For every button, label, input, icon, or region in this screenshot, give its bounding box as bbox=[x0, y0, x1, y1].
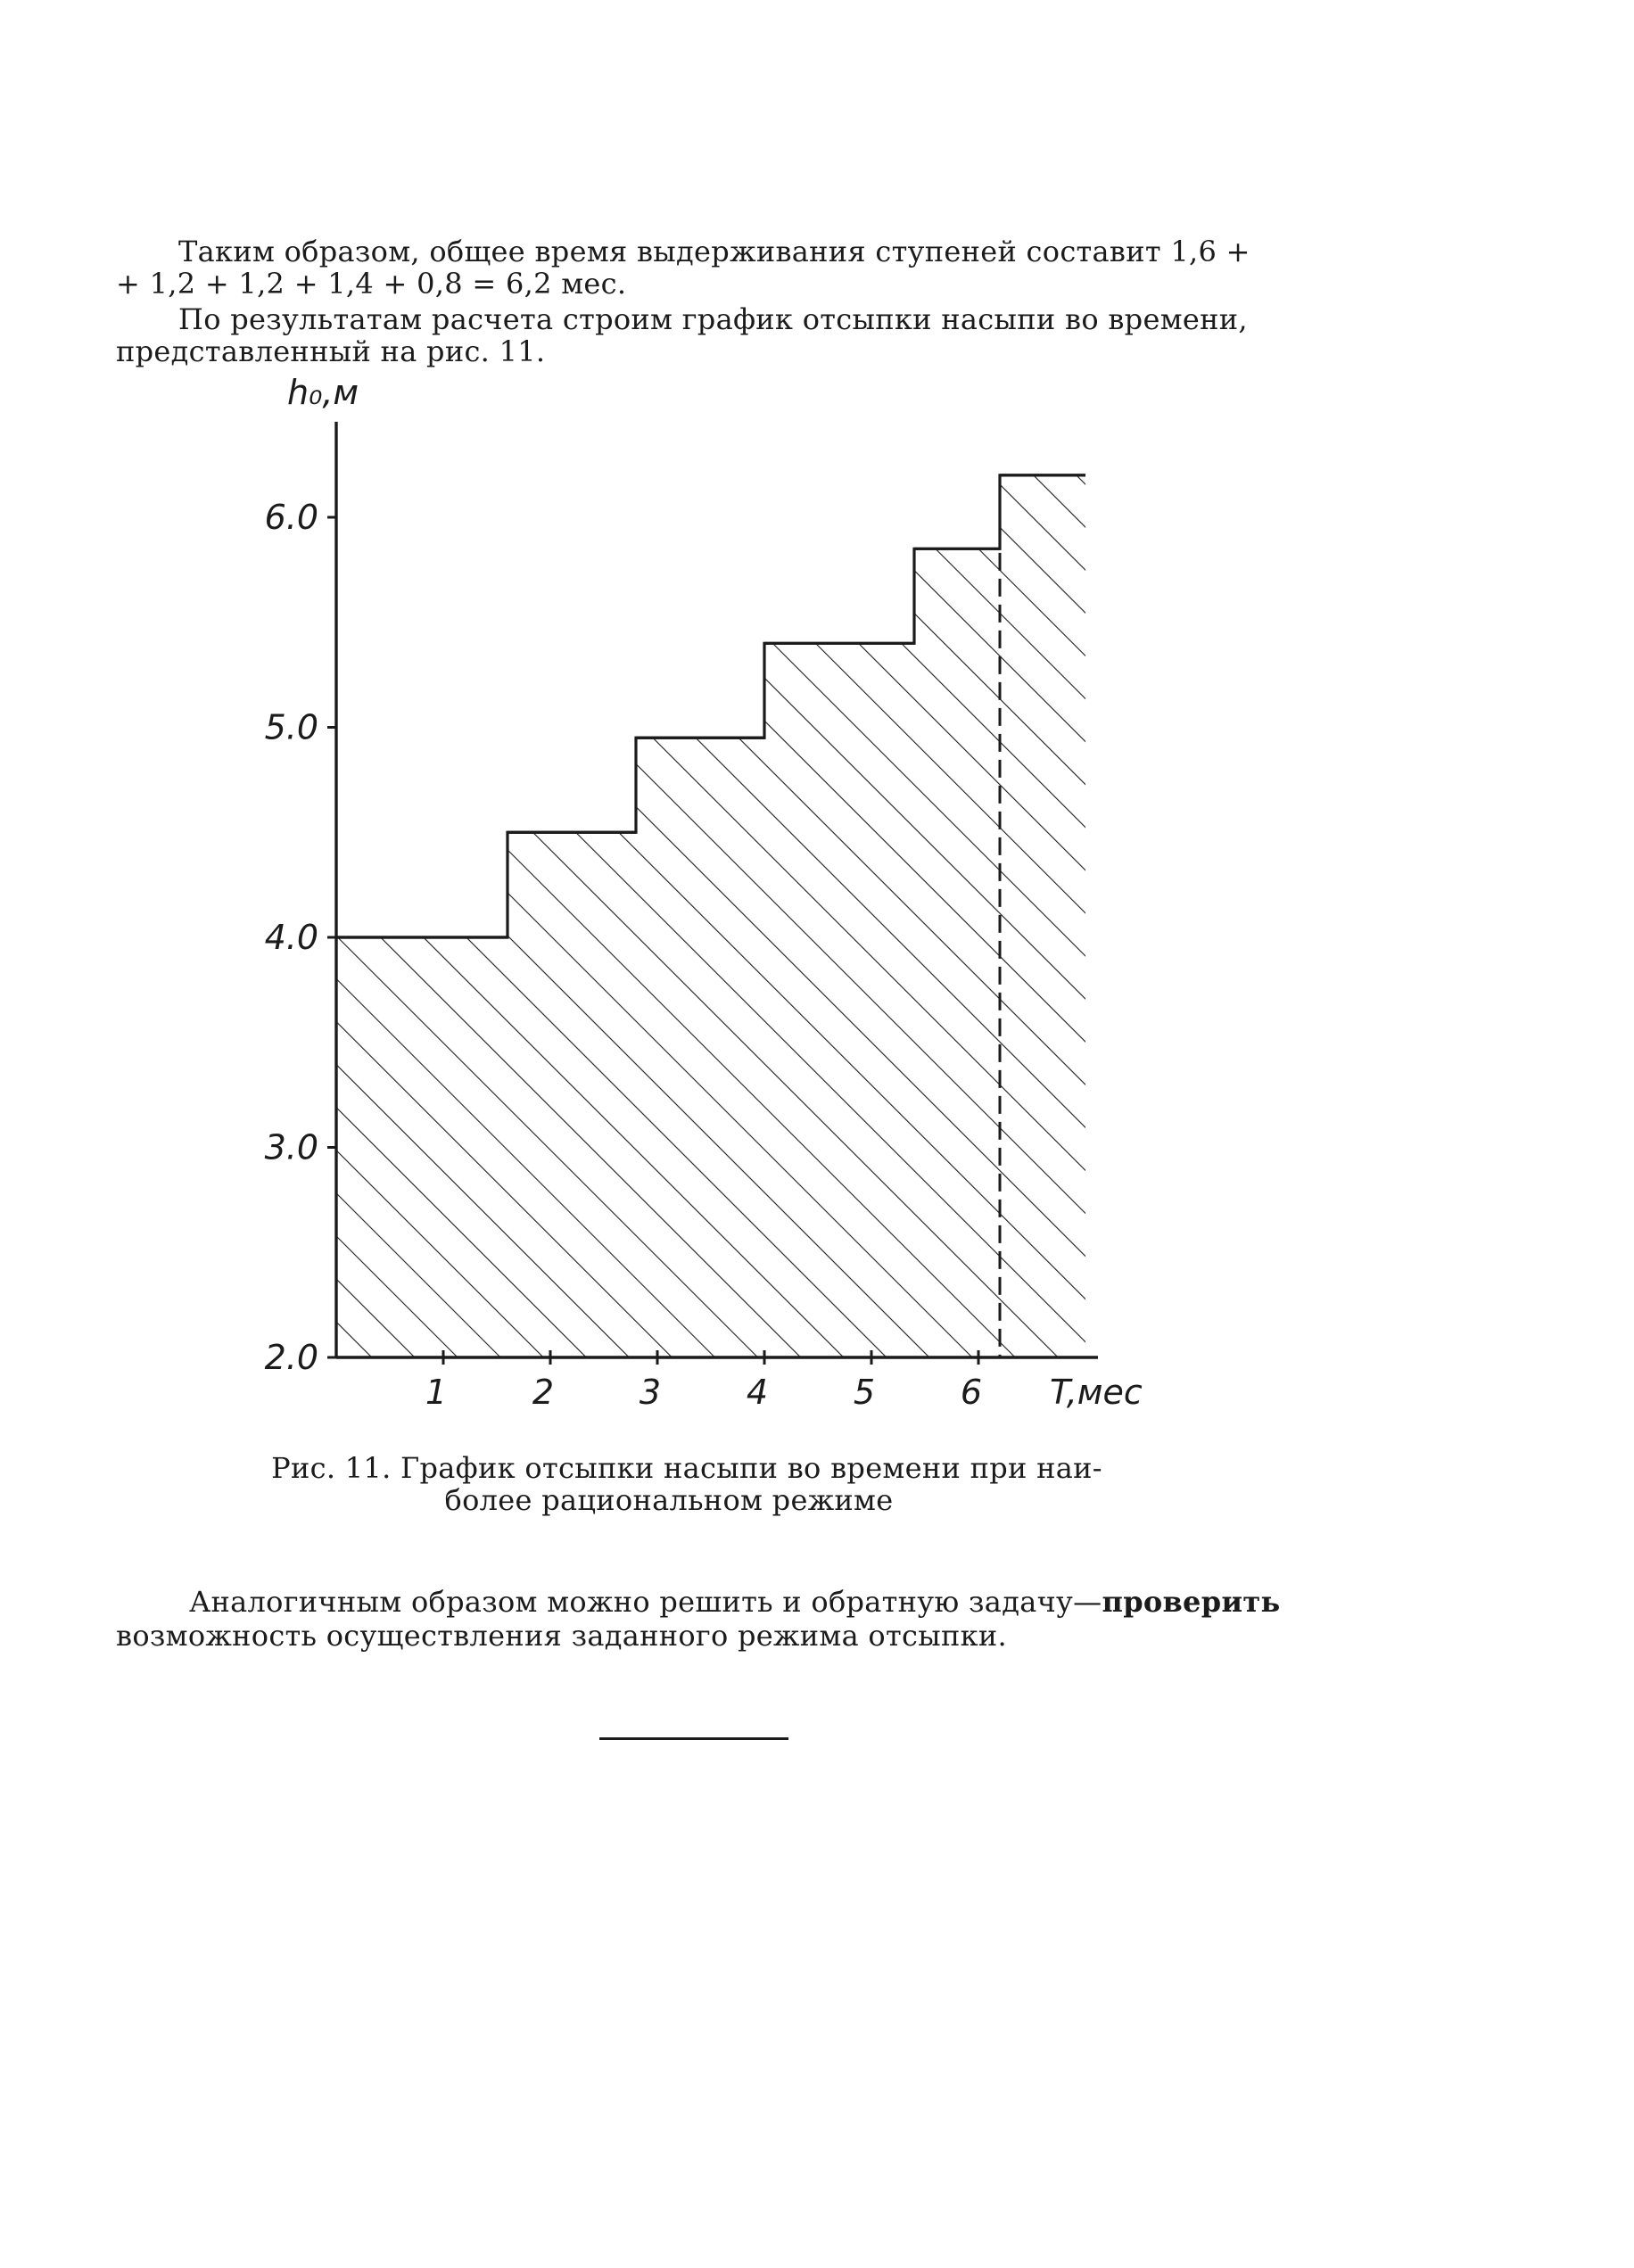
figure-caption-line-1: Рис. 11. График отсыпки насыпи во времени при наи- bbox=[271, 1451, 1102, 1485]
x-tick-label-5: 6 bbox=[960, 1373, 983, 1412]
x-tick-label-3: 4 bbox=[746, 1373, 769, 1412]
y-tick-label-2: 4.0 bbox=[264, 918, 318, 957]
figure-caption-line-2: более рациональном режиме bbox=[444, 1483, 894, 1517]
y-tick-label-1: 3.0 bbox=[264, 1127, 318, 1167]
paragraph-1-line-2: + 1,2 + 1,2 + 1,4 + 0,8 = 6,2 мес. bbox=[116, 267, 627, 301]
y-tick-label-0: 2.0 bbox=[264, 1338, 318, 1377]
paragraph-3-line-1-bold: проверить bbox=[1102, 1585, 1281, 1619]
y-axis-label: h₀,м bbox=[287, 372, 359, 412]
hatched-area bbox=[336, 475, 1085, 1357]
paragraph-3-line-1 bbox=[189, 1584, 1281, 1620]
paragraph-2-line-2: представленный на рис. 11. bbox=[116, 334, 546, 368]
x-tick-label-1: 2 bbox=[532, 1373, 555, 1412]
x-tick-label-0: 1 bbox=[425, 1373, 448, 1412]
y-tick-label-3: 5.0 bbox=[264, 707, 318, 747]
x-tick-label-2: 3 bbox=[639, 1373, 662, 1412]
x-tick-label-4: 5 bbox=[853, 1373, 876, 1412]
paragraph-3-line-2: возможность осуществления заданного режима отсыпки. bbox=[116, 1619, 1008, 1653]
section-separator bbox=[599, 1737, 788, 1740]
paragraph-2-line-1: По результатам расчета строим график отсыпки насыпи во времени, bbox=[178, 302, 1248, 336]
x-axis-label: T,мес bbox=[1050, 1373, 1143, 1412]
paragraph-3-line-1-text: Аналогичным образом можно решить и обратную задачу— bbox=[189, 1585, 1102, 1619]
paragraph-1-line-1: Таким образом, общее время выдерживания ступеней составит 1,6 + bbox=[178, 235, 1250, 268]
y-tick-label-4: 6.0 bbox=[264, 498, 318, 537]
